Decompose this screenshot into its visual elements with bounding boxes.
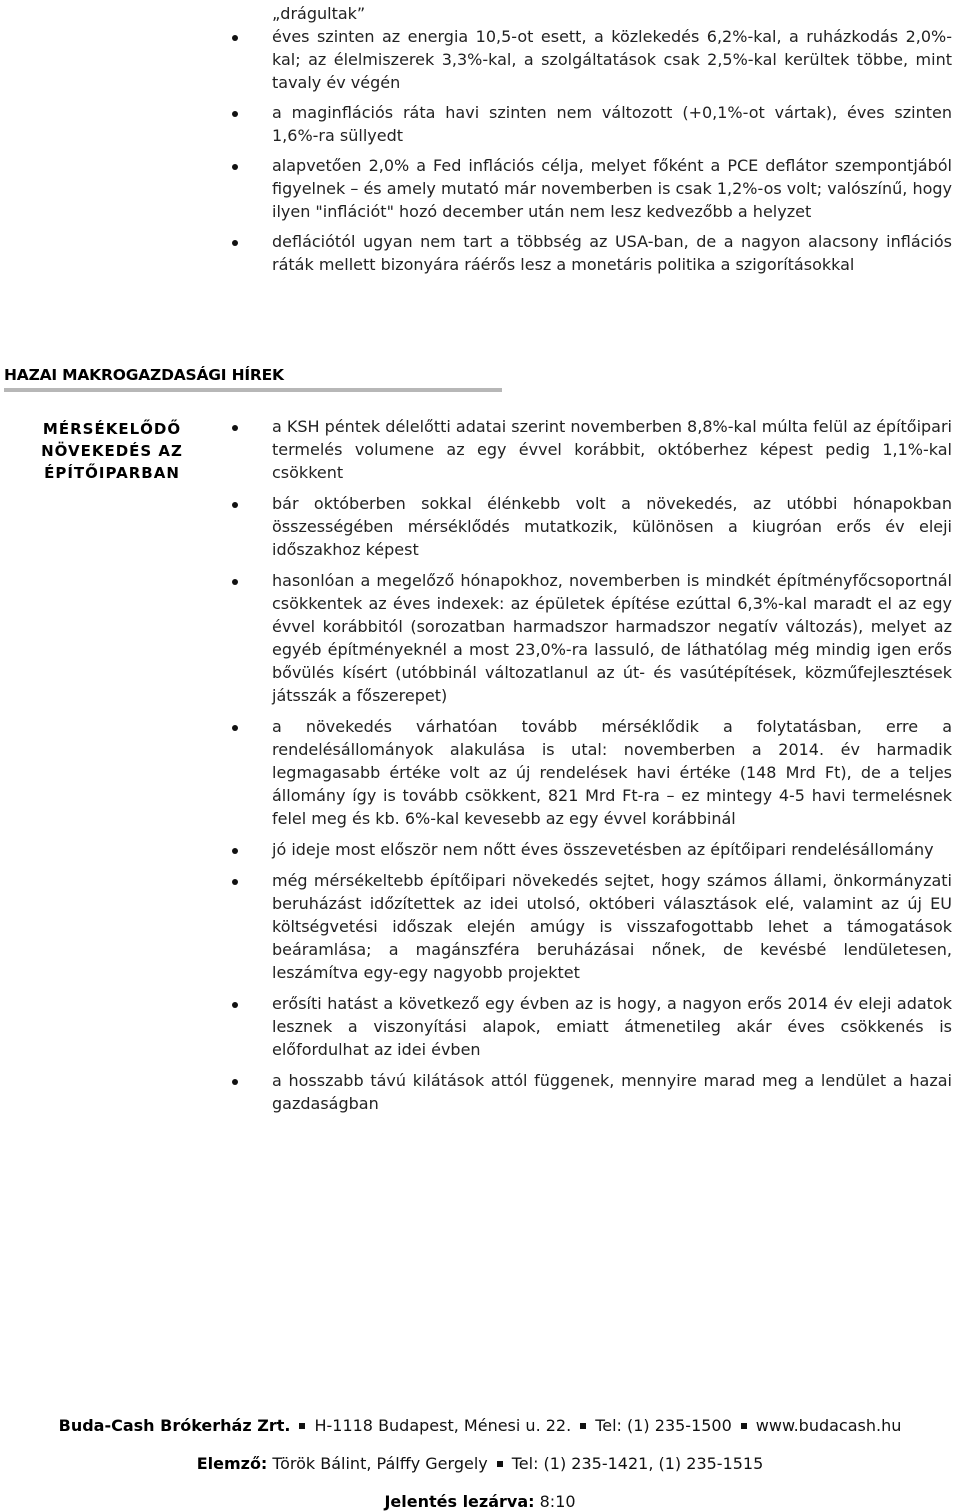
bullet-icon — [232, 848, 238, 854]
bullet-icon — [232, 1079, 238, 1085]
section-heading: HAZAI MAKROGAZDASÁGI HÍREK — [4, 366, 502, 392]
list-item — [0, 715, 952, 830]
top-bullet-list — [0, 25, 960, 283]
bullet-icon — [232, 1002, 238, 1008]
bullet-icon — [232, 164, 238, 170]
list-item-text: hasonlóan a megelőző hónapokhoz, novemberben is mindkét építményfőcsoportnál csökkentek az éves indexek: az épületek építése ezúttal 6,3%-kal maradt el az egy évvel korábbitól (sorozatban harmadszor harmadszor negatív változás), melyet az egyéb építményeknél a most 23,0%-ra lassuló, de láthatólag még mindig igen erős bővülés kísért (utóbbinál változatlanul az út- és vasútépítések, közműfejlesztések játsszák a főszerepet) — [272, 571, 952, 705]
footer-website-link[interactable]: www.budacash.hu — [755, 1416, 902, 1435]
list-item-text: alapvetően 2,0% a Fed inflációs célja, melyet főként a PCE deflátor szempontjából figyelnek – és amely mutató már novemberben is csak 1,2%-os volt; valószínű, hogy ilyen "inflációt" hozó december után nem lesz kedvezőbb a helyzet — [272, 156, 952, 221]
main-bullet-list — [0, 415, 960, 1123]
list-item — [0, 492, 952, 561]
square-bullet-icon — [741, 1423, 747, 1429]
side-title-line: MÉRSÉKELŐDŐ — [42, 420, 182, 438]
list-item-text: a maginflációs ráta havi szinten nem változott (+0,1%-ot vártak), éves szinten 1,6%-ra süllyedt — [272, 103, 952, 145]
list-item — [0, 154, 952, 223]
footer-analyst-row — [0, 1454, 960, 1473]
footer-analyst-phone: Tel: (1) 235-1421, (1) 235-1515 — [511, 1454, 764, 1473]
square-bullet-icon — [497, 1461, 503, 1467]
footer-contact-row — [0, 1416, 960, 1435]
list-item — [0, 25, 952, 94]
list-item — [0, 569, 952, 707]
list-item-text: jó ideje most először nem nőtt éves összevetésben az építőipari rendelésállomány — [272, 840, 934, 859]
bullet-icon — [232, 111, 238, 117]
footer-analyst-label: Elemző: — [196, 1454, 268, 1473]
side-title-line: ÉPÍTŐIPARBAN — [44, 464, 180, 482]
list-item — [0, 838, 952, 861]
side-title-line: NÖVEKEDÉS AZ — [41, 442, 183, 460]
list-item — [0, 415, 952, 484]
list-item-text: a KSH péntek délelőtti adatai szerint novemberben 8,8%-kal múlta felül az építőipari termelés volumene az egy évvel korábbit, októberhez képest pedig 1,1%-kal csökkent — [272, 417, 952, 482]
square-bullet-icon — [580, 1423, 586, 1429]
footer-analysts: Török Bálint, Pálffy Gergely — [272, 1454, 488, 1473]
list-item-text: bár októberben sokkal élénkebb volt a növekedés, az utóbbi hónapokban összességében mérséklődés mutatkozik, különösen a kiugróan erős év eleji időszakhoz képest — [272, 494, 952, 559]
footer-phone: Tel: (1) 235-1500 — [595, 1416, 732, 1435]
footer-closing-label: Jelentés lezárva: — [384, 1492, 535, 1511]
list-item-text: deflációtól ugyan nem tart a többség az USA-ban, de a nagyon alacsony inflációs ráták mellett bizonyára ráérős lesz a monetáris politika a szigorításokkal — [272, 232, 952, 274]
list-item — [0, 230, 952, 276]
bullet-icon — [232, 502, 238, 508]
list-item — [0, 869, 952, 984]
footer-closing-row — [0, 1492, 960, 1511]
intro-line: „drágultak” — [272, 4, 366, 23]
list-item — [0, 992, 952, 1061]
square-bullet-icon — [299, 1423, 305, 1429]
bullet-icon — [232, 35, 238, 41]
list-item-text: erősíti hatást a következő egy évben az is hogy, a nagyon erős 2014 év eleji adatok lesznek a viszonyítási alapok, emiatt átmenetileg akár éves csökkenés is előfordulhat az idei évben — [272, 994, 952, 1059]
footer-address: H-1118 Budapest, Ménesi u. 22. — [314, 1416, 572, 1435]
footer-company: Buda-Cash Brókerház Zrt. — [58, 1416, 291, 1435]
footer-closing-time: 8:10 — [539, 1492, 576, 1511]
list-item — [0, 101, 952, 147]
list-item — [0, 1069, 952, 1115]
list-item-text: még mérsékeltebb építőipari növekedés sejtet, hogy számos állami, önkormányzati beruházást időzítettek az idei utolsó, októberi választások elé, valamint az új EU költségvetési időszak elején amúgy is visszafogottabb lehet a támogatások beáramlása; a magánszféra beruházásai nőnek, de kevésbé lendületesen, leszámítva egy-egy nagyobb projektet — [272, 871, 952, 982]
bullet-icon — [232, 879, 238, 885]
bullet-icon — [232, 579, 238, 585]
bullet-icon — [232, 725, 238, 731]
bullet-icon — [232, 240, 238, 246]
list-item-text: a növekedés várhatóan tovább mérséklődik a folytatásban, erre a rendelésállományok alakulása is utal: novemberben a 2014. év harmadik legmagasabb értéke volt az új rendelések havi értéke (148 Mrd Ft), de a teljes állomány így is tovább csökkent, 821 Mrd Ft-ra – ez mintegy 4-5 havi termelésnek felel meg és kb. 6%-kal kevesebb az egy évvel korábbinál — [272, 717, 952, 828]
list-item-text: a hosszabb távú kilátások attól függenek, mennyire marad meg a lendület a hazai gazdaságban — [272, 1071, 952, 1113]
bullet-icon — [232, 425, 238, 431]
list-item-text: éves szinten az energia 10,5-ot esett, a közlekedés 6,2%-kal, a ruházkodás 2,0%-kal; az élelmiszerek 3,3%-kal, a szolgáltatások csak 2,5%-kal kerültek többe, mint tavaly év végén — [272, 27, 952, 92]
